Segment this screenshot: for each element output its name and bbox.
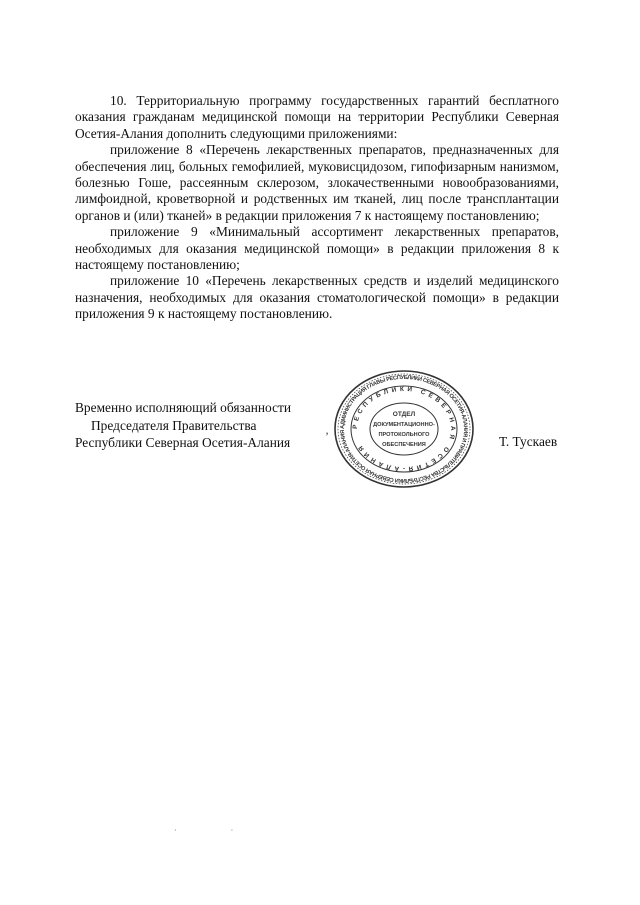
seal-center-line-2: ДОКУМЕНТАЦИОННО- xyxy=(373,422,435,428)
seal-center-line-4: ОБЕСПЕЧЕНИЯ xyxy=(382,442,426,448)
document-body xyxy=(75,93,559,323)
scan-specks: · · xyxy=(174,826,260,835)
signature-mark: ’ xyxy=(325,429,329,443)
signatory-title-line-3: Республики Северная Осетия-Алания xyxy=(75,435,291,450)
paragraph-appendix-10: приложение 10 «Перечень лекарственных средств и изделий медицинского назначения, необходимых для оказания стоматологической помощи» в редакции приложения 9 к настоящему постановлению. xyxy=(75,273,559,322)
signatory-title-line-1: Временно исполняющий обязанности xyxy=(75,400,292,415)
signatory-name: Т. Тускаев xyxy=(499,434,558,449)
paragraph-appendix-9: приложение 9 «Минимальный ассортимент лекарственных препаратов, необходимых для оказания медицинской помощи» в редакции приложения 8 к настоящему постановлению; xyxy=(75,224,559,273)
paragraph-appendix-8: приложение 8 «Перечень лекарственных препаратов, предназначенных для обеспечения лиц, больных гемофилией, муковисцидозом, гипофизарным нанизмом, болезнью Гоше, рассеянным склерозом, злокачественными новообразованиями, лимфоидной, кроветворной и родственных им тканей, лиц после трансплантации органов и (или) тканей» в редакции приложения 7 к настоящему постановлению; xyxy=(75,142,559,223)
seal-center-line-3: ПРОТОКОЛЬНОГО xyxy=(378,432,430,438)
signature-block xyxy=(75,399,315,452)
svg-text:РЕСПУБЛИКИ СЕВЕРНАЯ ОСЕТИЯ-АЛА xyxy=(352,386,456,472)
signatory-title-line-2: Председателя Правительства xyxy=(91,417,257,433)
official-seal-stamp xyxy=(330,368,478,490)
seal-center-line-1: ОТДЕЛ xyxy=(392,411,416,418)
paragraph-item-10: 10. Территориальную программу государственных гарантий бесплатного оказания гражданам медицинской помощи на территории Республики Северная Осетия-Алания дополнить следующими приложениями: xyxy=(75,93,559,141)
seal-inner-text: РЕСПУБЛИКИ СЕВЕРНАЯ ОСЕТИЯ-АЛАНИЯ xyxy=(351,385,457,473)
seal-outer-text: АДМИНИСТРАЦИЯ ГЛАВЫ РЕСПУБЛИКИ СЕВЕРНАЯ ОСЕТИЯ-АЛАНИЯ И ПРАВИТЕЛЬСТВА РЕСПУБЛИКИ СЕВЕРНАЯ ОСЕТИЯ-АЛАНИЯ xyxy=(339,374,469,484)
